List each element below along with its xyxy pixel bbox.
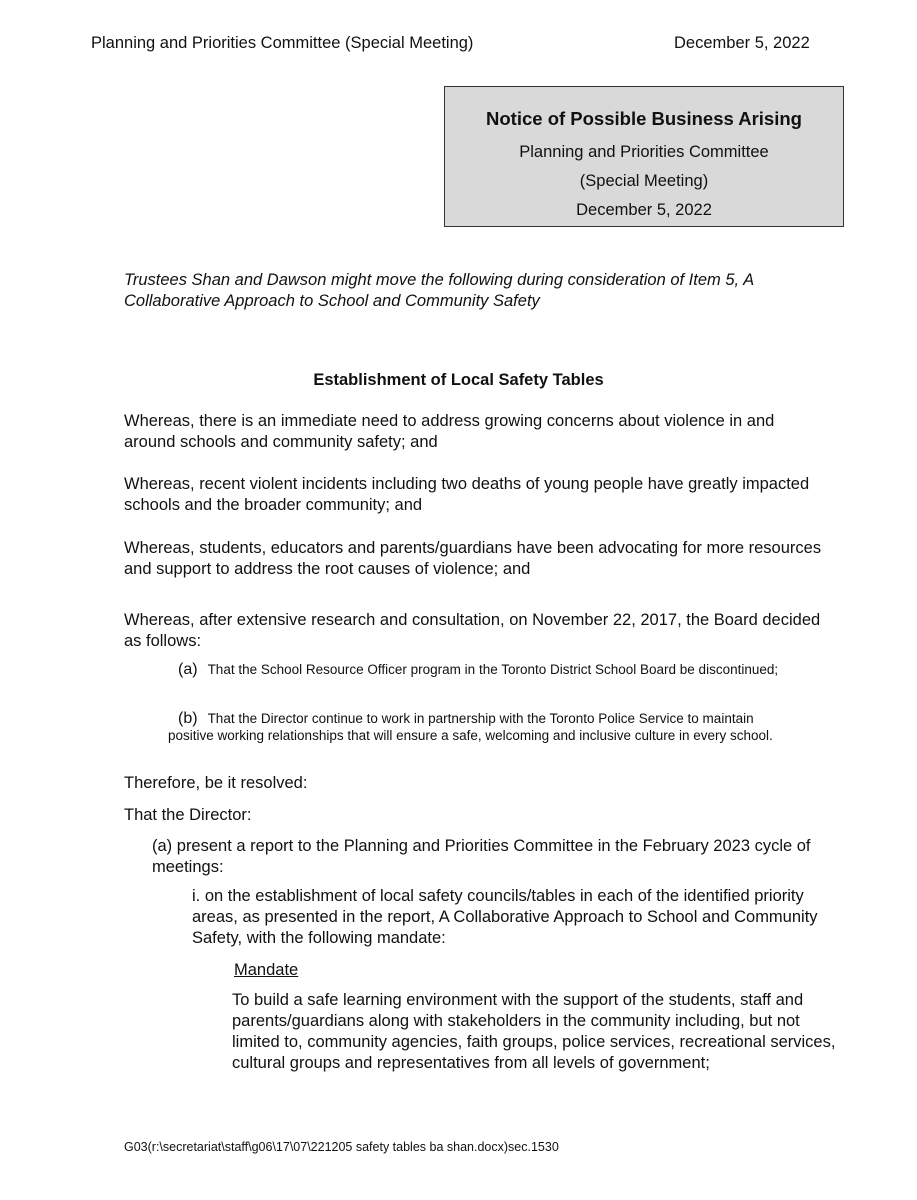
board-decision-text: That the Director continue to work in partnership with the Toronto Police Service to maintain positive working relationships that will ensure a safe, welcoming and inclusive culture in every school.	[168, 711, 773, 743]
director-line: That the Director:	[124, 806, 252, 824]
item-a-text: present a report to the Planning and Priorities Committee in the February 2023 cycle of meetings:	[152, 837, 811, 876]
resolution-item-a	[152, 836, 820, 878]
notice-committee: Planning and Priorities Committee	[519, 143, 769, 161]
board-decision-item	[168, 661, 788, 678]
section-title: Establishment of Local Safety Tables	[313, 371, 604, 389]
board-decision-label: (b)	[178, 710, 198, 727]
whereas-paragraph: Whereas, after extensive research and consultation, on November 22, 2017, the Board decided as follows:	[124, 611, 821, 650]
notice-date: December 5, 2022	[576, 201, 712, 219]
intro-statement: Trustees Shan and Dawson might move the following during consideration of Item 5, A Collaborative Approach to School and Community Safety	[124, 271, 754, 310]
item-a-label: (a)	[152, 837, 173, 855]
item-i-label: i.	[192, 887, 201, 905]
whereas-paragraph: Whereas, there is an immediate need to address growing concerns about violence in and around schools and community safety; and	[124, 412, 775, 451]
resolution-item-i	[192, 886, 842, 949]
notice-meeting-type: (Special Meeting)	[579, 172, 709, 190]
notice-title: Notice of Possible Business Arising	[486, 108, 802, 129]
whereas-paragraph: Whereas, students, educators and parents/guardians have been advocating for more resources and support to address the root causes of violence; and	[124, 539, 822, 578]
resolved-line: Therefore, be it resolved:	[124, 774, 308, 792]
mandate-text: To build a safe learning environment with the support of the students, staff and parents/guardians along with stakeholders in the community including, but not limited to, community agencies, faith groups, police services, recreational services, cultural groups and representatives from all levels of government;	[232, 991, 836, 1072]
footer-file-reference: G03(r:\secretariat\staff\g06\17\07\221205 safety tables ba shan.docx)sec.1530	[124, 1140, 559, 1154]
item-i-text: on the establishment of local safety councils/tables in each of the identified priority areas, as presented in the report, A Collaborative Approach to School and Community Safety, with the following mandate:	[192, 887, 818, 947]
whereas-paragraph: Whereas, recent violent incidents including two deaths of young people have greatly impacted schools and the broader community; and	[124, 475, 810, 514]
board-decision-text: That the School Resource Officer program in the Toronto District School Board be discontinued;	[207, 662, 779, 677]
running-header-date: December 5, 2022	[674, 34, 810, 52]
running-header-title: Planning and Priorities Committee (Special Meeting)	[91, 34, 474, 52]
board-decision-item	[168, 710, 788, 744]
notice-box	[444, 86, 844, 227]
mandate-heading: Mandate	[234, 961, 299, 979]
board-decision-label: (a)	[178, 661, 198, 678]
